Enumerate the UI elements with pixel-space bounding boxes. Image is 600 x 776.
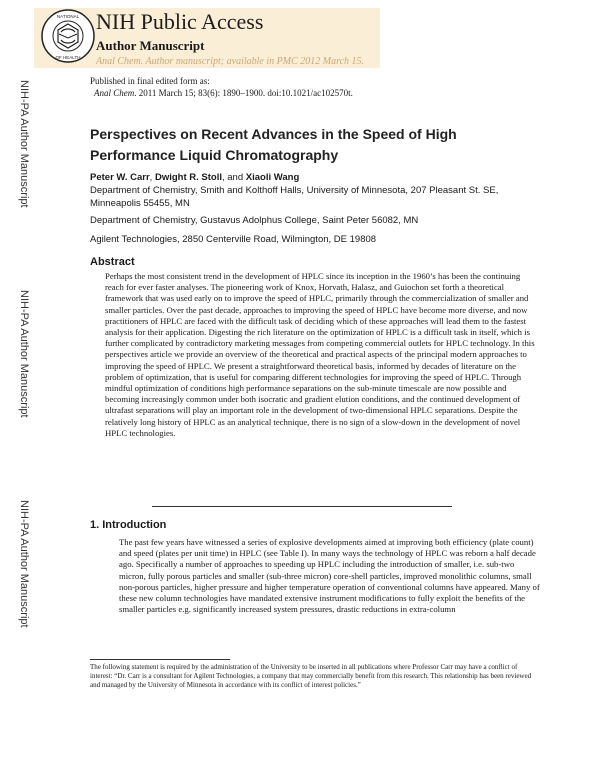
author-separator: , [149, 172, 155, 183]
author-2: Dwight R. Stoll [154, 172, 222, 183]
introduction-heading: 1. Introduction [90, 519, 167, 531]
author-separator: , and [221, 172, 246, 183]
authors [90, 172, 299, 184]
header-title: NIH Public Access [96, 9, 264, 34]
published-in-label: Published in final edited form as: [90, 76, 210, 86]
svg-text:NATIONAL: NATIONAL [56, 14, 80, 19]
citation [94, 88, 353, 99]
author-3: Xiaoli Wang [245, 172, 300, 183]
header-availability-note: Anal Chem. Author manuscript; available in PMC 2012 March 15. [96, 56, 365, 67]
affiliation-1: Department of Chemistry, Smith and Kolthoff Halls, University of Minnesota, 207 Pleasant St. SE, Minneapolis 55455, MN [90, 185, 499, 209]
author-1: Peter W. Carr [90, 172, 150, 183]
affiliation-2: Department of Chemistry, Gustavus Adolphus College, Saint Peter 56082, MN [90, 215, 419, 226]
footnote-divider [90, 659, 230, 660]
footnote: The following statement is required by the administration of the University to be inserted in all publications where Professor Carr may have a conflict of interest: “Dr. Carr is a consultant for Agilent Technologies, a company that may commercially benefit from this research. This relationship has been reviewed and managed by the University of Minnesota in accordance with its conflict of interest policies.” [90, 663, 532, 689]
side-label-1: NIH-PA Author Manuscript [18, 80, 30, 208]
nih-seal-logo [40, 8, 96, 64]
journal-name: Anal Chem [94, 88, 135, 98]
side-label-2: NIH-PA Author Manuscript [18, 290, 30, 418]
section-divider [152, 506, 452, 507]
header-subtitle: Author Manuscript [96, 38, 205, 53]
introduction-text: The past few years have witnessed a series of explosive developments aimed at improving both efficiency (plate count) and speed (plates per unit time) in HPLC (see Table I). In many ways the technology of HPLC was reborn a half decade ago. Specifically a number of approaches to speeding up HPLC including the introduction of smaller, i.e. sub-two micron, fully porous particles and smaller (sub-three micron) core-shell particles, improved monolithic columns, small non-porous particles, higher pressure and higher temperature operation of conventional columns have appeared. Many of these new column technologies have mandated extensive instrument modifications to fully exploit the benefits of the smaller particles e.g. significantly increased system pressures, drastic reductions in extra-column [119, 537, 540, 615]
svg-text:OF HEALTH: OF HEALTH [55, 55, 81, 60]
citation-details: . 2011 March 15; 83(6): 1890–1900. doi:10.1021/ac102570t. [134, 88, 353, 98]
abstract-text: Perhaps the most consistent trend in the development of HPLC since its inception in the 1960’s has been the continuing reach for ever faster analyses. The pioneering work of Knox, Horvath, Halasz, and Guiochon set forth a theoretical framework that was used early on to improve the speed of HPLC, primarily through the commercialization of smaller and smaller particles. Over the past decade, approaches to improving the speed of HPLC have become more diverse, and now practitioners of HPLC are faced with the difficult task of deciding which of these approaches will lead them to the fastest analysis for their application. Digesting the rich literature on the optimization of HPLC is a difficult task in itself, which is further complicated by contradictory marketing messages from competing commercial outlets for HPLC technology. In this perspectives article we provide an overview of the theoretical and practical aspects of the principal modern approaches to improving the speed of HPLC. We present a straightforward theoretical basis, informed by decades of literature on the problem of optimization, that is useful for comparing different technologies for improving the speed of HPLC. Through mindful optimization of conditions high performance separations on the sub-minute timescale are now possible and becoming increasingly common under both isocratic and gradient elution conditions, and the continued development of ultrafast separations will play an important role in the development of two-dimensional HPLC separations. Despite the relatively long history of HPLC as an analytical technique, there is no sign of a slow-down in the development of novel HPLC technologies. [105, 271, 535, 438]
side-label-3: NIH-PA Author Manuscript [18, 500, 30, 628]
abstract-heading: Abstract [90, 256, 135, 268]
affiliation-3: Agilent Technologies, 2850 Centerville Road, Wilmington, DE 19808 [90, 234, 377, 245]
paper-title: Perspectives on Recent Advances in the Speed of High Performance Liquid Chromatography [90, 126, 457, 163]
